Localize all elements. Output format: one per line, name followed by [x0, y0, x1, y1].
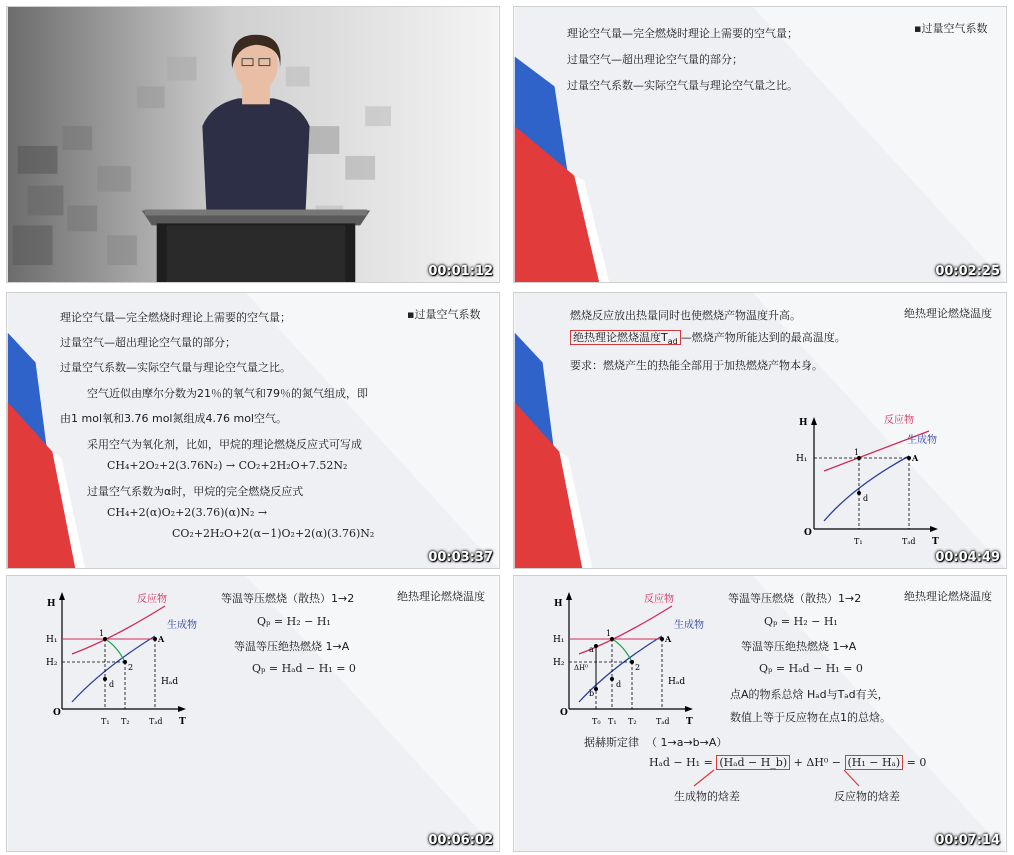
timestamp: 00:02:25 [935, 264, 1000, 279]
svg-text:H₂: H₂ [46, 658, 58, 668]
svg-text:T₁: T₁ [101, 717, 110, 726]
svg-text:反应物: 反应物 [137, 594, 167, 605]
video-frame-1[interactable] [6, 6, 500, 283]
svg-text:H: H [554, 599, 563, 609]
slide-tag: 绝热理论燃烧温度 [904, 307, 992, 320]
text-line: 等温等压燃烧（散热）1→2 [728, 592, 862, 605]
svg-text:2: 2 [635, 663, 641, 672]
video-frame-4[interactable] [513, 292, 1007, 569]
svg-text:H₁: H₁ [796, 454, 808, 464]
reactant-curve [72, 606, 165, 654]
svg-text:O: O [53, 708, 61, 718]
label-reactant-enthalpy: 反应物的焓差 [834, 790, 900, 803]
enthalpy-temperature-chart [544, 584, 729, 734]
svg-text:Tₐd: Tₐd [149, 717, 163, 726]
video-frame-6[interactable] [513, 575, 1007, 852]
svg-text:1: 1 [99, 629, 105, 638]
hess-title: 据赫斯定律 （ 1→a→b→A） [584, 736, 728, 749]
text-line: 燃烧反应放出热量同时也使燃烧产物温度升高。 [570, 309, 801, 322]
timestamp: 00:04:49 [935, 550, 1000, 565]
svg-text:T: T [686, 717, 693, 727]
svg-text:d: d [616, 680, 622, 689]
equation: Qₚ = H₂ − H₁ [257, 615, 331, 628]
video-frame-2[interactable] [513, 6, 1007, 283]
text-line: 理论空气量—完全燃烧时理论上需要的空气量； [60, 311, 291, 324]
svg-text:2: 2 [128, 663, 134, 672]
equation: Qₚ = Hₐd − H₁ = 0 [252, 662, 356, 675]
svg-text:Tₐd: Tₐd [902, 537, 916, 546]
lecturer-body [202, 98, 309, 210]
svg-text:T: T [932, 537, 939, 547]
text-line: 过量空气—超出理论空气量的部分； [60, 336, 236, 349]
svg-text:反应物: 反应物 [644, 594, 674, 605]
text-line: 过量空气—超出理论空气量的部分； [567, 53, 743, 66]
slide-tag: ▪过量空气系数 [914, 22, 988, 35]
video-frame-5[interactable] [6, 575, 500, 852]
text-line: 等温等压绝热燃烧 1→A [741, 640, 857, 653]
svg-text:A: A [665, 634, 672, 644]
enthalpy-temperature-chart [37, 584, 217, 734]
svg-text:生成物: 生成物 [167, 620, 197, 631]
equation: CH₄+2(α)O₂+2(3.76)(α)N₂ → [107, 506, 268, 519]
svg-text:A: A [158, 634, 165, 644]
svg-text:H₂: H₂ [553, 658, 565, 668]
text-line: 过量空气系数—实际空气量与理论空气量之比。 [567, 79, 798, 92]
slide-background [514, 7, 1006, 282]
svg-text:反应物: 反应物 [884, 415, 914, 426]
svg-text:T₂: T₂ [121, 717, 130, 726]
svg-text:H₁: H₁ [46, 635, 58, 645]
svg-text:A: A [912, 453, 919, 463]
text-line: 由1 mol氧和3.76 mol氮组成4.76 mol空气。 [60, 412, 287, 425]
equation: CH₄+2O₂+2(3.76N₂) → CO₂+2H₂O+7.52N₂ [107, 459, 348, 472]
svg-text:O: O [804, 528, 812, 538]
text-line: 采用空气为氧化剂，比如，甲烷的理论燃烧反应式可写成 [87, 438, 362, 451]
svg-text:T₁: T₁ [608, 717, 617, 726]
svg-text:ΔH⁰: ΔH⁰ [574, 664, 588, 672]
svg-text:T: T [179, 717, 186, 727]
svg-text:H₁: H₁ [553, 635, 565, 645]
timestamp: 00:01:12 [428, 264, 493, 279]
timestamp: 00:06:02 [428, 833, 493, 848]
svg-text:d: d [863, 494, 869, 503]
svg-text:T₁: T₁ [854, 537, 863, 546]
text-line: 要求：燃烧产生的热能全部用于加热燃烧产物本身。 [570, 359, 823, 372]
svg-text:b: b [589, 689, 595, 698]
slide-tag: ▪过量空气系数 [407, 308, 481, 321]
svg-text:H: H [799, 418, 808, 428]
svg-text:1: 1 [606, 629, 612, 638]
hess-equation: Hₐd − H₁ = (Hₐd − H_b) + ΔH⁰ − (H₁ − Hₐ) = 0 [649, 756, 927, 769]
slide-tag: 绝热理论燃烧温度 [904, 590, 992, 603]
text-line: 数值上等于反应物在点1的总焓。 [730, 711, 891, 724]
svg-text:O: O [560, 708, 568, 718]
text-line: 等温等压燃烧（散热）1→2 [221, 592, 355, 605]
label-product-enthalpy: 生成物的焓差 [674, 790, 740, 803]
svg-text:生成物: 生成物 [674, 620, 704, 631]
slide-tag: 绝热理论燃烧温度 [397, 590, 485, 603]
text-line: 过量空气系数为α时，甲烷的完全燃烧反应式 [87, 485, 304, 498]
point-d [857, 491, 861, 495]
svg-text:1: 1 [854, 448, 860, 457]
svg-text:Hₐd: Hₐd [161, 677, 179, 687]
text-line: 点A的物系总焓 Hₐd与Tₐd有关， [730, 688, 889, 701]
lecturer-scene [7, 7, 499, 282]
point-A [907, 456, 911, 460]
svg-text:Tₐd: Tₐd [656, 717, 670, 726]
svg-text:H: H [47, 599, 56, 609]
annotation-arrows [664, 768, 884, 788]
equation: Qₚ = H₂ − H₁ [764, 615, 838, 628]
text-line: 等温等压绝热燃烧 1→A [234, 640, 350, 653]
text-line: 过量空气系数—实际空气量与理论空气量之比。 [60, 361, 291, 374]
text-line: 空气近似由摩尔分数为21％的氧气和79％的氮气组成，即 [87, 387, 368, 400]
text-line: 理论空气量—完全燃烧时理论上需要的空气量； [567, 27, 798, 40]
timestamp: 00:03:37 [428, 550, 493, 565]
boxed-term: 绝热理论燃烧温度$T_{ad}$ [570, 330, 681, 345]
enthalpy-temperature-chart [784, 411, 994, 551]
timestamp: 00:07:14 [935, 833, 1000, 848]
text-line: 绝热理论燃烧温度$T_{ad}$ —燃烧产物所能达到的最高温度。 [570, 329, 846, 346]
svg-text:T₂: T₂ [628, 717, 637, 726]
equation: Qₚ = Hₐd − H₁ = 0 [759, 662, 863, 675]
svg-text:Hₐd: Hₐd [668, 677, 686, 687]
svg-text:a: a [589, 645, 594, 654]
video-frame-3[interactable] [6, 292, 500, 569]
svg-text:T₀: T₀ [592, 717, 601, 726]
svg-text:d: d [109, 680, 115, 689]
svg-text:生成物: 生成物 [907, 435, 937, 446]
equation: CO₂+2H₂O+2(α−1)O₂+2(α)(3.76)N₂ [172, 527, 375, 540]
